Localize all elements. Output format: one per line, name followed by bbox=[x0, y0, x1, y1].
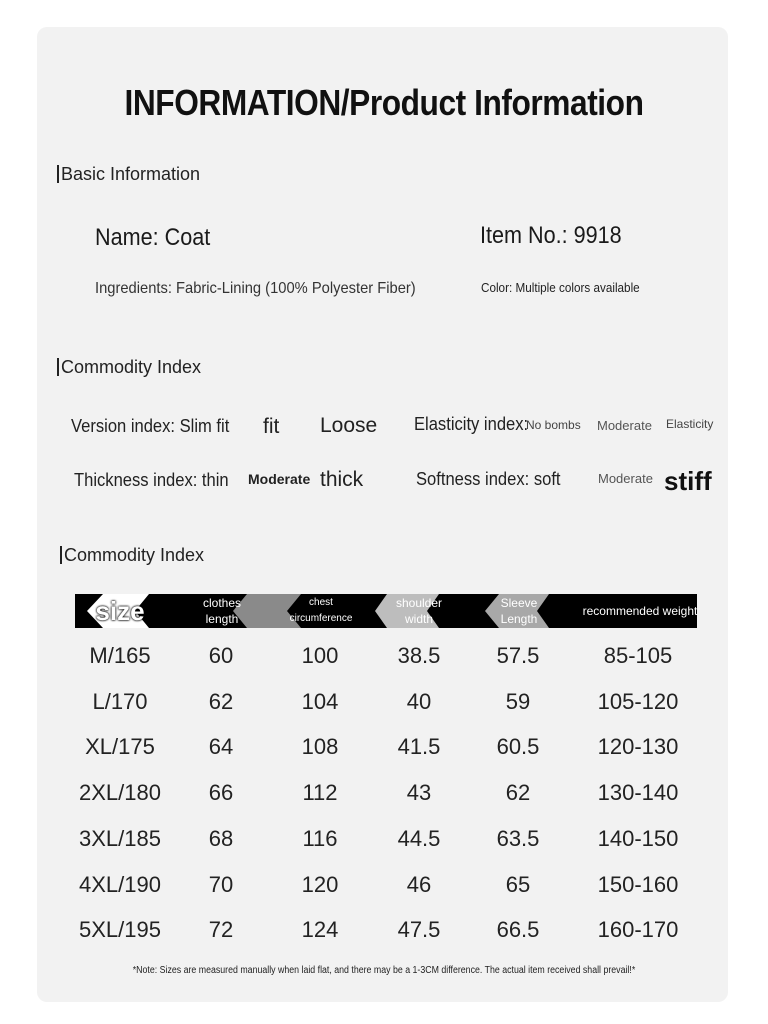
table-cell: 60.5 bbox=[496, 734, 540, 760]
header-weight bbox=[580, 594, 700, 628]
table-cell: 4XL/190 bbox=[79, 871, 161, 897]
header-clothes-length bbox=[182, 594, 262, 628]
table-cell: 66.5 bbox=[496, 917, 540, 943]
table-cell: 120-130 bbox=[597, 734, 679, 760]
page-title: INFORMATION/Product Information bbox=[124, 82, 644, 123]
basic-info-heading bbox=[57, 164, 200, 185]
table-cell: 2XL/180 bbox=[79, 780, 161, 806]
elasticity-option-moderate: Moderate bbox=[597, 418, 652, 433]
table-cell: 40 bbox=[406, 688, 432, 714]
basic-info-heading-text: Basic Information bbox=[61, 164, 201, 184]
version-index-label: Version index: Slim fit bbox=[71, 416, 230, 436]
table-cell: 85-105 bbox=[603, 643, 673, 668]
header-sleeve-line2: Length bbox=[500, 612, 538, 626]
table-cell: 66 bbox=[208, 780, 234, 806]
table-cell: 70 bbox=[208, 871, 234, 897]
table-cell: 116 bbox=[302, 825, 338, 851]
table-cell: 105-120 bbox=[597, 688, 679, 714]
measurement-note: *Note: Sizes are measured manually when laid flat, and there may be a 1-3CM difference. The actual item received shall prevail!* bbox=[132, 965, 636, 976]
table-cell: 68 bbox=[208, 825, 234, 851]
table-cell: M/165 bbox=[89, 643, 151, 668]
table-cell: 47.5 bbox=[397, 917, 441, 943]
header-chest bbox=[276, 594, 366, 628]
softness-option-stiff: stiff bbox=[664, 466, 712, 496]
elasticity-index-label: Elasticity index: bbox=[414, 414, 529, 434]
table-cell: 5XL/195 bbox=[79, 917, 161, 943]
header-sleeve-line1: Sleeve bbox=[500, 596, 538, 610]
table-cell: 120 bbox=[301, 871, 339, 897]
table-cell: 112 bbox=[302, 780, 338, 806]
table-cell: 62 bbox=[505, 780, 531, 806]
table-cell: 124 bbox=[301, 917, 339, 943]
table-cell: 130-140 bbox=[597, 780, 679, 806]
color-info: Color: Multiple colors available bbox=[481, 280, 640, 295]
table-cell: 64 bbox=[208, 734, 234, 760]
table-cell: 46 bbox=[406, 871, 432, 897]
header-shoulder-line2: width bbox=[404, 612, 433, 626]
table-cell: 60 bbox=[208, 643, 234, 668]
thickness-option-moderate: Moderate bbox=[248, 471, 311, 487]
size-table-heading-text: Commodity Index bbox=[64, 545, 205, 565]
table-cell: 108 bbox=[301, 734, 339, 760]
table-cell: 3XL/185 bbox=[79, 825, 161, 851]
header-chest-line1: chest bbox=[309, 597, 333, 608]
item-number: Item No.: 9918 bbox=[480, 222, 622, 249]
table-cell: 62 bbox=[208, 688, 234, 714]
header-length-line1: clothes bbox=[202, 596, 242, 610]
table-cell: 57.5 bbox=[496, 643, 540, 668]
table-cell: L/170 bbox=[92, 688, 148, 714]
header-weight-text: recommended weight bbox=[582, 604, 698, 618]
header-length-line2: length bbox=[205, 612, 239, 626]
table-cell: 140-150 bbox=[597, 825, 679, 851]
header-sleeve bbox=[479, 594, 559, 628]
table-cell: 104 bbox=[301, 688, 339, 714]
elasticity-option-elastic: Elasticity bbox=[666, 417, 714, 431]
table-cell: 43 bbox=[406, 780, 432, 806]
thickness-option-thick: thick bbox=[320, 468, 364, 491]
header-shoulder-line1: shoulder bbox=[395, 596, 443, 610]
table-cell: 41.5 bbox=[397, 734, 441, 760]
thickness-index-label: Thickness index: thin bbox=[74, 470, 229, 490]
table-cell: 100 bbox=[301, 643, 339, 668]
header-shoulder bbox=[379, 594, 459, 628]
commodity-index-heading bbox=[57, 357, 201, 378]
size-table-heading bbox=[60, 545, 204, 566]
product-name: Name: Coat bbox=[95, 224, 211, 251]
table-cell: 150-160 bbox=[597, 871, 679, 897]
ingredients: Ingredients: Fabric-Lining (100% Polyester Fiber) bbox=[95, 280, 416, 297]
table-cell: 44.5 bbox=[397, 825, 441, 851]
table-cell: 59 bbox=[505, 688, 531, 714]
header-chest-line2: circumference bbox=[289, 613, 353, 624]
header-size-text: size bbox=[95, 596, 145, 626]
softness-index-label: Softness index: soft bbox=[416, 469, 561, 489]
table-cell: 72 bbox=[208, 917, 234, 943]
table-cell: 160-170 bbox=[597, 917, 679, 943]
header-size bbox=[80, 594, 160, 628]
table-cell: 38.5 bbox=[397, 643, 441, 668]
table-cell: XL/175 bbox=[85, 734, 155, 760]
elasticity-option-none: No bombs bbox=[526, 418, 581, 432]
version-option-loose: Loose bbox=[320, 414, 378, 437]
version-option-fit: fit bbox=[263, 415, 280, 438]
table-cell: 65 bbox=[505, 871, 531, 897]
commodity-index-heading-text: Commodity Index bbox=[61, 357, 202, 377]
table-cell: 63.5 bbox=[496, 825, 540, 851]
softness-option-moderate: Moderate bbox=[598, 471, 653, 486]
